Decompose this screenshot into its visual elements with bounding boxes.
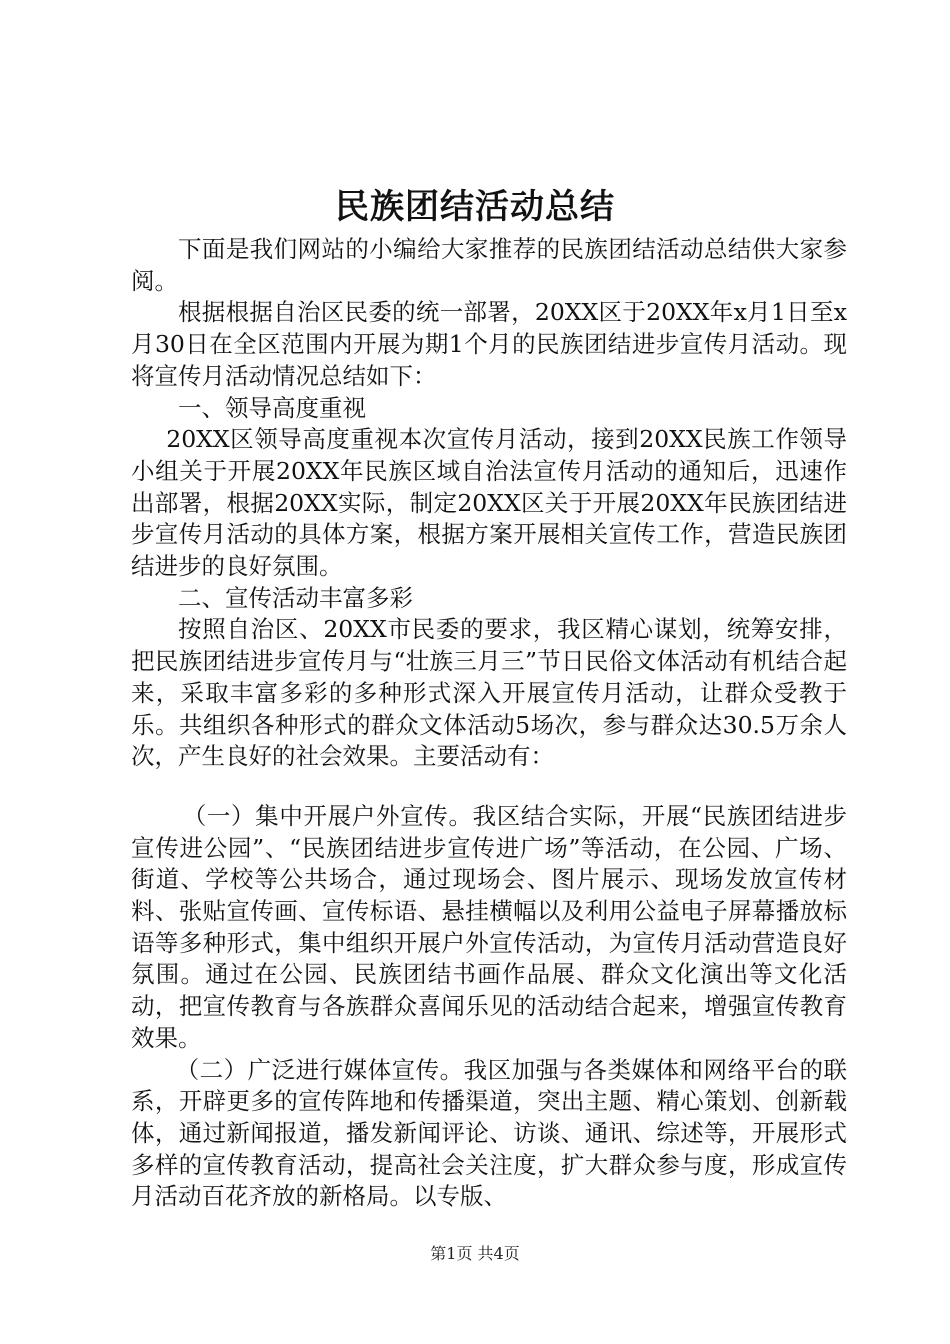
section-heading-1: 一、领导高度重视 [178,393,366,422]
section-2-paragraph: 按照自治区、20XX市民委的要求，我区精心谋划，统筹安排，把民族团结进步宣传月与“壮族三月三”节日民俗文体活动有机结合起来，采取丰富多彩的多种形式深入开展宣传月活动，让群众受教于乐。共组织各种形式的群众文体活动5场次，参与群众达30.5万余人次，产生良好的社会效果。主要活动有： [131,615,847,771]
page-footer: 第1页 共4页 [430,1244,520,1263]
document-title: 民族团结活动总结 [335,187,615,227]
section-1-paragraph: 20XX区领导高度重视本次宣传月活动，接到20XX民族工作领导小组关于开展20XX年民族区域自治法宣传月活动的通知后，迅速作出部署，根据20XX实际，制定20XX区关于开展20XX年民族团结进步宣传月活动的具体方案，根据方案开展相关宣传工作，营造民族团结进步的良好氛围。 [131,425,847,581]
section-heading-2: 二、宣传活动丰富多彩 [178,583,413,612]
intro-paragraph: 下面是我们网站的小编给大家推荐的民族团结活动总结供大家参阅。 [131,235,847,295]
activity-2-paragraph: （二）广泛进行媒体宣传。我区加强与各类媒体和网络平台的联系，开辟更多的宣传阵地和传播渠道，突出主题、精心策划、创新载体，通过新闻报道，播发新闻评论、访谈、通讯、综述等，开展形式多样的宣传教育活动，提高社会关注度，扩大群众参与度，形成宣传月活动百花齐放的新格局。以专版、 [131,1055,847,1211]
activity-1-paragraph: （一）集中开展户外宣传。我区结合实际，开展“民族团结进步宣传进公园”、“民族团结进步宣传进广场”等活动，在公园、广场、街道、学校等公共场合，通过现场会、图片展示、现场发放宣传材料、张贴宣传画、宣传标语、悬挂横幅以及利用公益电子屏幕播放标语等多种形式，集中组织开展户外宣传活动，为宣传月活动营造良好氛围。通过在公园、民族团结书画作品展、群众文化演出等文化活动，把宣传教育与各族群众喜闻乐见的活动结合起来，增强宣传教育效果。 [131,801,847,1052]
background-paragraph: 根据根据自治区民委的统一部署，20XX区于20XX年x月1日至x月30日在全区范围内开展为期1个月的民族团结进步宣传月活动。现将宣传月活动情况总结如下： [131,298,847,390]
paragraph-gap [131,773,847,801]
document-body [131,234,847,1213]
